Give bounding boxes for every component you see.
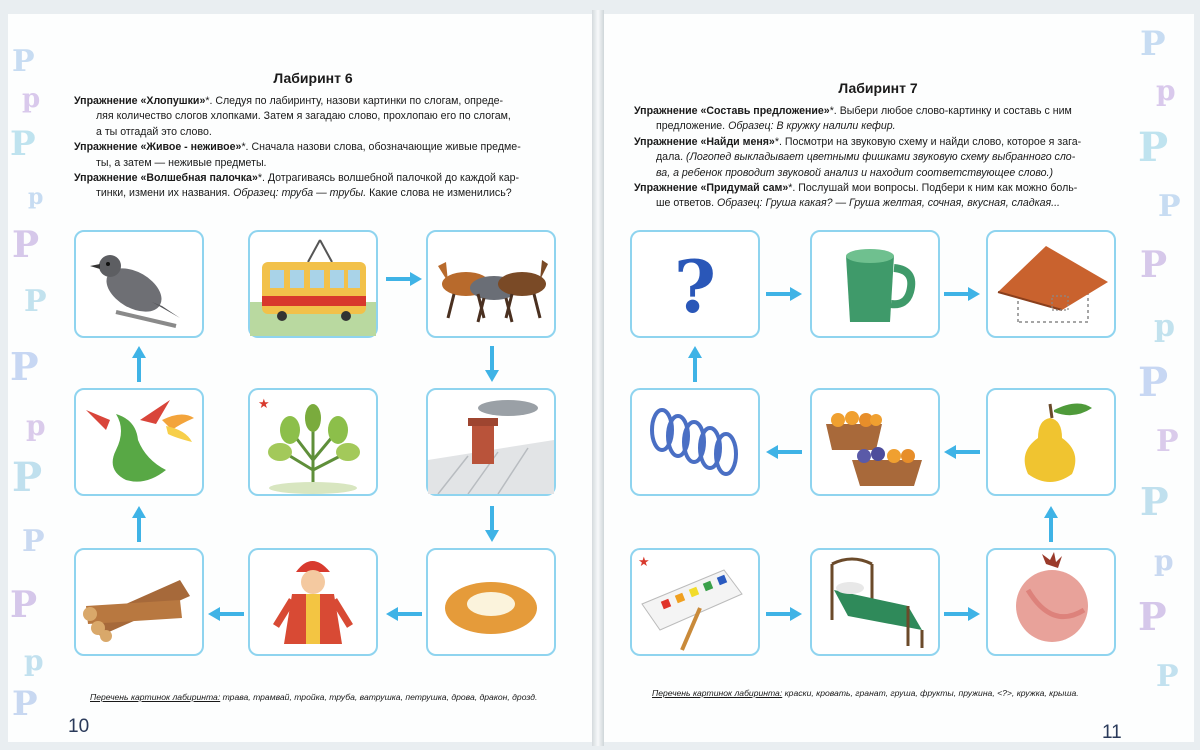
picture-cell-firewood[interactable] xyxy=(74,548,204,656)
exercise-text: ты, а затем — неживые предметы. xyxy=(96,156,267,169)
arrow-up-icon xyxy=(129,344,149,384)
pomegranate-icon xyxy=(988,550,1114,654)
exercise-name: Упражнение «Найди меня» xyxy=(634,135,775,148)
question-mark: ? xyxy=(673,244,717,329)
exercise-text: тинки, измени их названия. xyxy=(96,187,231,200)
exercise-text: *. Посмотри на звуковую схему и найди слово, которое я зага- xyxy=(774,135,1082,148)
picture-cell-petrushka[interactable] xyxy=(248,548,378,656)
exercise-sample: Образец: Груша какая? — Груша желтая, сочная, вкусная, сладкая... xyxy=(717,197,1060,210)
page-number: 11 xyxy=(1102,722,1122,742)
letter-decoration-right: Р р Р Р Р р Р Р Р р Р Р xyxy=(1138,24,1181,694)
page-number: 10 xyxy=(68,716,90,737)
arrow-left-icon xyxy=(384,604,424,624)
picture-cell-pomegranate[interactable] xyxy=(986,548,1116,656)
mug-icon xyxy=(812,232,938,336)
exercise-text: *. Следуя по лабиринту, назови картинки по слогам, опреде- xyxy=(205,95,504,107)
exercise-text: *. Послушай мои вопросы. Подбери к ним как можно боль- xyxy=(788,182,1078,195)
page-title: Лабиринт 7 xyxy=(838,80,918,96)
left-page xyxy=(8,14,592,742)
watercolor-paints-icon xyxy=(632,550,758,654)
spring-coil-icon xyxy=(632,390,758,494)
picture-list-text: краски, кровать, гранат, груша, фрукты, пружина, <?>, кружка, крыша. xyxy=(784,688,1079,698)
house-roof-icon xyxy=(988,232,1114,336)
star-icon: ★ xyxy=(258,396,270,411)
picture-cell-dragon[interactable] xyxy=(74,388,204,496)
right-page xyxy=(604,14,1194,742)
picture-list-label: Перечень картинок лабиринта: xyxy=(652,688,783,698)
arrow-right-icon xyxy=(384,269,424,289)
arrow-right-icon xyxy=(764,284,804,304)
exercise-text: а ты отгадай это слово. xyxy=(96,125,212,138)
pear-icon xyxy=(988,390,1114,494)
exercise-text: ше ответов. xyxy=(656,197,715,210)
page-title: Лабиринт 6 xyxy=(273,70,353,86)
picture-cell-question[interactable] xyxy=(630,230,760,338)
arrow-left-icon xyxy=(942,442,982,462)
picture-cell-roof[interactable] xyxy=(986,230,1116,338)
picture-cell-vatrushka[interactable] xyxy=(426,548,556,656)
exercises-block xyxy=(74,94,574,202)
arrow-right-icon xyxy=(942,604,982,624)
vatrushka-bun-icon xyxy=(428,550,554,654)
exercise-text: *. Дотрагиваясь волшебной палочкой до каждой кар- xyxy=(257,172,519,185)
arrow-right-icon xyxy=(942,284,982,304)
exercises-block xyxy=(634,104,1142,212)
exercise-name: Упражнение «Хлопушки» xyxy=(74,95,206,107)
tram-icon xyxy=(250,232,376,336)
letter-decoration-left: Р р Р р Р Р Р р Р Р Р р Р xyxy=(10,44,47,724)
star-icon: ★ xyxy=(638,554,650,569)
picture-cell-tram[interactable] xyxy=(248,230,378,338)
arrow-down-icon xyxy=(482,504,502,544)
exercise-note: ва, а ребенок проводит звуковой анализ и находит соответствующее слово.) xyxy=(656,166,1054,179)
exercise-name: Упражнение «Волшебная палочка» xyxy=(74,172,258,185)
picture-list-label: Перечень картинок лабиринта: xyxy=(90,692,221,702)
exercise-text: ляя количество слогов хлопками. Затем я загадаю слово, прохлопаю его по слогам, xyxy=(96,110,511,123)
book-spine xyxy=(592,10,604,746)
exercise-text: *. Сначала назови слова, обозначающие живые предме- xyxy=(241,141,521,154)
arrow-up-icon xyxy=(685,344,705,384)
picture-cell-chimney[interactable] xyxy=(426,388,556,496)
exercise-sample: Образец: труба — трубы. xyxy=(233,187,367,200)
firewood-logs-icon xyxy=(76,550,202,654)
picture-list xyxy=(90,692,537,702)
petrushka-puppet-icon xyxy=(250,550,376,654)
arrow-up-icon xyxy=(129,504,149,544)
arrow-left-icon xyxy=(764,442,804,462)
thrush-bird-icon xyxy=(76,232,202,336)
picture-cell-pear[interactable] xyxy=(986,388,1116,496)
arrow-up-icon xyxy=(1041,504,1061,544)
chimney-pipe-icon xyxy=(428,390,554,494)
picture-list-text: трава, трамвай, тройка, труба, ватрушка, петрушка, дрова, дракон, дрозд. xyxy=(222,692,538,702)
exercise-note: (Логопед выкладывает цветными фишками звуковую схему выбранного сло- xyxy=(686,151,1076,164)
picture-cell-troika[interactable] xyxy=(426,230,556,338)
picture-list xyxy=(652,688,1079,698)
exercise-name: Упражнение «Живое - неживое» xyxy=(74,141,242,154)
picture-cell-bed[interactable] xyxy=(810,548,940,656)
exercise-text: дала. xyxy=(656,151,684,164)
arrow-left-icon xyxy=(206,604,246,624)
exercise-text: Какие слова не изменились? xyxy=(369,187,512,200)
exercise-name: Упражнение «Составь предложение» xyxy=(634,105,830,117)
question-mark-icon xyxy=(632,232,758,336)
arrow-right-icon xyxy=(764,604,804,624)
picture-cell-mug[interactable] xyxy=(810,230,940,338)
exercise-name: Упражнение «Придумай сам» xyxy=(634,182,789,195)
arrow-down-icon xyxy=(482,344,502,384)
picture-cell-thrush[interactable] xyxy=(74,230,204,338)
bed-icon xyxy=(812,550,938,654)
dragon-icon xyxy=(76,390,202,494)
exercise-sample: Образец: В кружку налили кефир. xyxy=(728,120,896,133)
picture-cell-fruits[interactable] xyxy=(810,388,940,496)
picture-cell-spring[interactable] xyxy=(630,388,760,496)
fruit-baskets-icon xyxy=(812,390,938,494)
exercise-text: *. Выбери любое слово-картинку и составь с ним xyxy=(829,105,1072,117)
troika-horses-icon xyxy=(428,232,554,336)
exercise-text: предложение. xyxy=(656,120,726,133)
